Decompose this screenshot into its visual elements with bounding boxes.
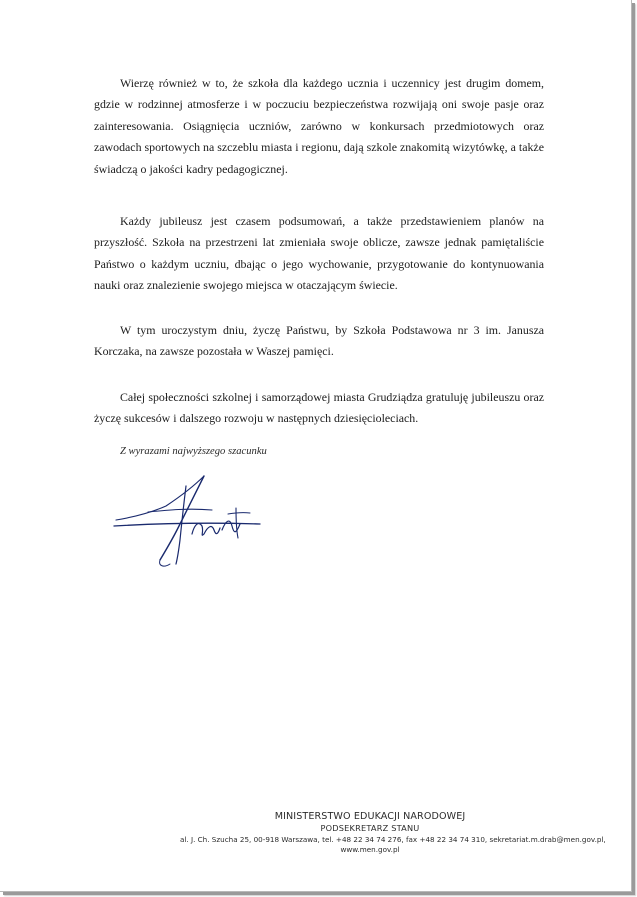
ministry-website: www.men.gov.pl	[340, 845, 400, 854]
paragraph-text: W tym uroczystym dniu, życzę Państwu, by Szkoła Podstawowa nr 3 im. Janusza Korczaka, na zawsze pozostała w Waszej pamięci.	[94, 323, 544, 359]
handwritten-signature	[108, 468, 268, 578]
ministry-footer	[180, 811, 606, 855]
paragraph-4	[94, 387, 544, 430]
paragraph-1	[94, 73, 544, 180]
closing-phrase: Z wyrazami najwyższego szacunku	[120, 446, 267, 457]
paragraph-text: Wierzę również w to, że szkoła dla każdego ucznia i uczennicy jest drugim domem, gdzie w rodzinnej atmosferze i w poczuciu bezpieczeństwa rozwijają oni swoje pasje oraz zainteresowania. Osiągnięcia uczniów, zarówno w konkursach przedmiotowych oraz zawodach sportowych na szczeblu miasta i regionu, dają szkole znakomitą wizytówkę, a także świadczą o jakości kadry pedagogicznej.	[94, 76, 544, 176]
paragraph-text: Całej społeczności szkolnej i samorządowej miasta Grudziądza gratuluję jubileuszu oraz życzę sukcesów i dalszego rozwoju w następnych dziesięcioleciach.	[94, 390, 544, 426]
paragraph-text: Każdy jubileusz jest czasem podsumowań, a także przedstawieniem planów na przyszłość. Szkoła na przestrzeni lat zmieniała swoje oblicze, zawsze jednak pamiętaliście Państwo o każdym uczniu, dbając o jego wychowanie, przygotowanie do kontynuowania nauki oraz znalezienie swojego miejsca w otaczającym świecie.	[94, 214, 544, 293]
official-rank: PODSEKRETARZ STANU	[320, 823, 420, 833]
ministry-address: al. J. Ch. Szucha 25, 00-918 Warszawa, tel. +48 22 34 74 276, fax +48 22 34 74 310, sekretariat.m.drab@men.gov.pl,	[180, 835, 606, 844]
ministry-name: MINISTERSTWO EDUKACJI NARODOWEJ	[274, 811, 466, 822]
paragraph-2	[94, 211, 544, 297]
paragraph-3	[94, 320, 544, 363]
